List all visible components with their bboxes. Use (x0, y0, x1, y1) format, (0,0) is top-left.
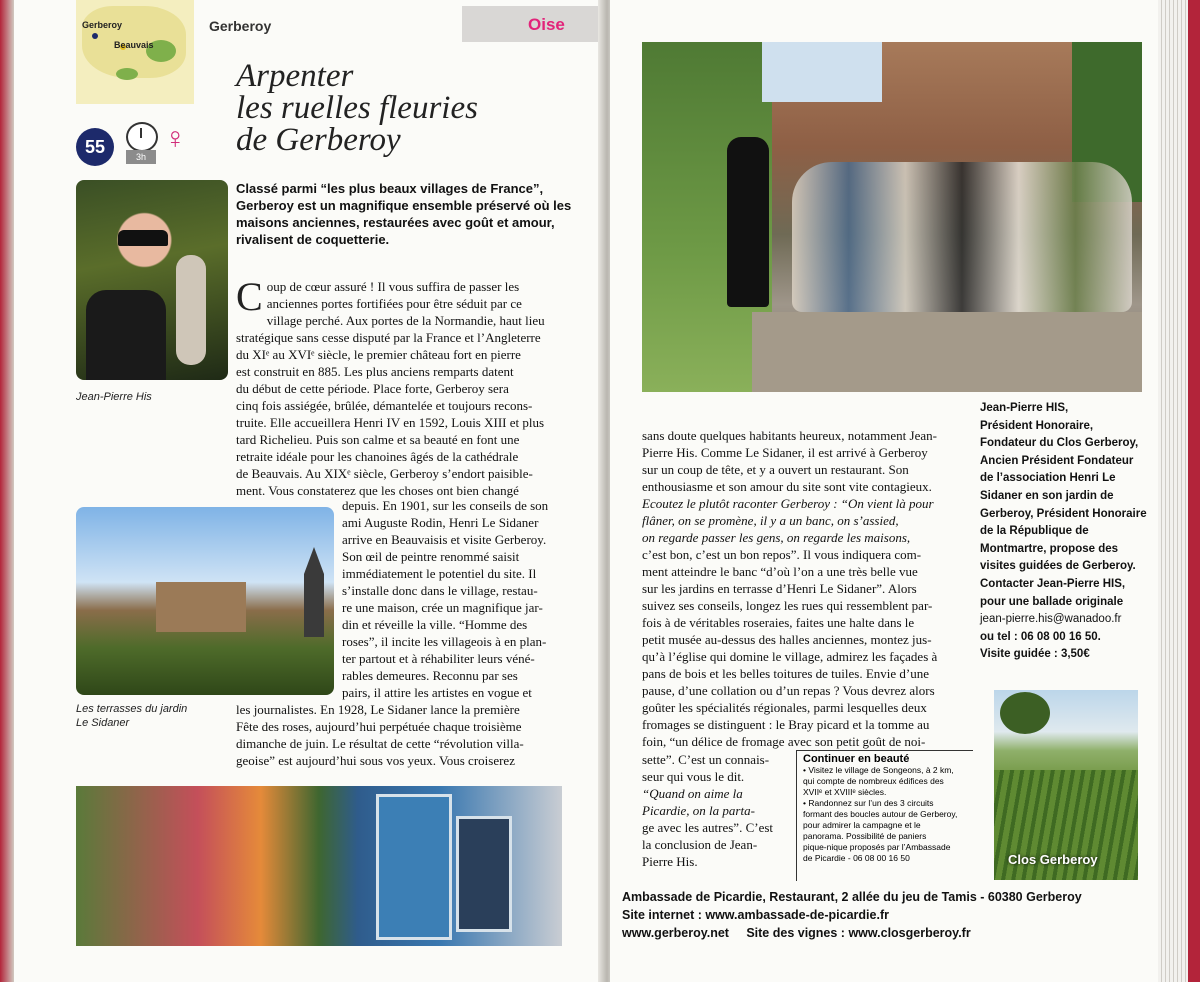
text-line: roses”, il incite les villageois à en plan- (342, 634, 547, 649)
flowers-window-photo (76, 786, 562, 946)
infobox-line: de Picardie - 06 08 00 16 50 (803, 853, 910, 863)
text-line: est construit en 885. Les plus anciens remparts datent (236, 364, 514, 379)
right-page (610, 0, 1158, 982)
text-line: sette”. C’est un connais- (642, 752, 770, 767)
sidebar-line: Montmartre, propose des (980, 542, 1119, 555)
portrait-caption: Jean-Pierre His (76, 391, 152, 403)
body-text-column-2 (342, 497, 582, 701)
text-line: petit musée au-dessus des halles anciennes, montez jus- (642, 632, 932, 647)
statue-shape (176, 255, 206, 365)
text-line: re une maison, crée un magnifique jar- (342, 600, 543, 615)
body-text-column-1 (236, 274, 581, 499)
map-pin-gerberoy (92, 33, 98, 39)
continue-infobox (796, 750, 973, 881)
vineyard-caption: Clos Gerberoy (1008, 852, 1098, 867)
coat-shape (86, 290, 166, 380)
text-line: depuis. En 1901, sur les conseils de son (342, 498, 549, 513)
portrait-photo (76, 180, 228, 380)
text-line: ment atteindre le banc “d’où l’on a une très belle vue (642, 564, 918, 579)
text-line: flâner, on se promène, il y a un banc, on s’assied, (642, 513, 899, 528)
window-shutter-shape (376, 794, 452, 940)
text-line: truite. Elle accueillera Henri IV en 1592, Louis XIII et plus (236, 415, 545, 430)
infobox-line: XVIIᵉ et XVIIIᵉ siècles. (803, 787, 887, 797)
text-line: ment. Vous constaterez que les choses ont bien changé (236, 483, 519, 498)
text-line: Ecoutez le plutôt raconter Gerberoy : “On vient là pour (642, 496, 934, 511)
text-line: geoise” est aujourd’hui sous vos yeux. Vous croiserez (236, 753, 515, 768)
title-line: de Gerberoy (236, 122, 401, 158)
body-text-column-4 (642, 427, 974, 750)
text-line: s’installe donc dans le village, restau- (342, 583, 538, 598)
text-line: din et réveille la ville. “Homme des (342, 617, 528, 632)
text-line: sur les jardins en terrasse d’Henri Le Sidaner”. Alors (642, 581, 917, 596)
group-tour-photo (642, 42, 1142, 392)
infobox-line: formant des boucles autour de Gerberoy, (803, 809, 958, 819)
body-text-column-5 (642, 751, 790, 870)
infobox-line: • Visitez le village de Songeons, à 2 km, (803, 765, 954, 775)
text-line: pause, d’une collation ou d’un repas ? Vous devrez alors (642, 683, 935, 698)
sidebar-line: Sidaner en son jardin de (980, 489, 1114, 502)
sidebar-line: de la République de (980, 525, 1089, 538)
text-line: stratégique sans cesse disputé par la France et l’Angleterre (236, 330, 541, 345)
guide-sidebar (980, 400, 1156, 664)
stopwatch-icon (126, 122, 158, 152)
text-line: fromages se distinguent : le Bray picard et la tomme au (642, 717, 930, 732)
caption-line: Les terrasses du jardin (76, 703, 188, 715)
sidebar-line: Visite guidée : 3,50€ (980, 648, 1090, 661)
text-line: retraite idéale pour les chanoines âgés de la cathédrale (236, 449, 519, 464)
article-title (236, 60, 596, 156)
text-line: Son œil de peintre renommé saisit (342, 549, 520, 564)
text-line: Pierre His. (642, 854, 698, 869)
sidebar-line: de l’association Henri Le (980, 472, 1116, 485)
guide-figure-shape (727, 137, 769, 307)
infobox-line: panorama. Possibilité de paniers (803, 831, 927, 841)
text-line: tard Richelieu. Puis son calme et sa beauté en font une (236, 432, 520, 447)
text-line: foin, “un délice de fromage avec son petit goût de noi- (642, 734, 926, 749)
book-edge-left (0, 0, 14, 982)
text-line: fois à de véritables roseraies, faites une halte dans le (642, 615, 915, 630)
text-line: ter partout et à réhabiliter leurs véné- (342, 651, 535, 666)
sidebar-line: Président Honoraire, (980, 419, 1094, 432)
region-map (76, 0, 194, 104)
infobox-line: qui compte de nombreux édifices des (803, 776, 944, 786)
footer-links[interactable]: www.gerberoy.net Site des vignes : www.closgerberoy.fr (622, 926, 971, 940)
sky-shape (762, 42, 882, 102)
cobblestone-street-shape (752, 312, 1142, 392)
footer-website[interactable]: Site internet : www.ambassade-de-picardie.fr (622, 908, 889, 922)
text-line: pairs, il attire les artistes en vogue et (342, 685, 532, 700)
text-line: ami Auguste Rodin, Henri Le Sidaner (342, 515, 539, 530)
book-edge-right (1158, 0, 1200, 982)
text-line: arrive en Beauvaisis et visite Gerberoy. (342, 532, 547, 547)
text-line: ge avec les autres”. C’est (642, 820, 774, 835)
church-tower-shape (304, 547, 324, 637)
house-ruin-shape (156, 582, 246, 632)
walker-icon: ♀ (164, 122, 187, 155)
text-line: qu’à l’église qui domine le village, admirez les façades à (642, 649, 938, 664)
drop-cap: C (236, 274, 263, 319)
infobox-line: pour admirer la campagne et le (803, 820, 921, 830)
text-line: cinq fois assiégée, brûlée, démantelée et toujours recons- (236, 398, 533, 413)
infobox-line: pique-nique proposés par l’Ambassade (803, 842, 951, 852)
text-line: sur un coup de tête, et y a ouvert un restaurant. Son (642, 462, 909, 477)
email-link[interactable]: jean-pierre.his@wanadoo.fr (980, 613, 1122, 626)
hat-shape (118, 230, 168, 246)
text-line: goûter les spécialités régionales, parmi lesquelles deux (642, 700, 927, 715)
sidebar-line: pour une ballade originale (980, 595, 1124, 608)
book-cover-edge (1188, 0, 1200, 982)
body-text-column-3 (236, 701, 581, 769)
duration-label: 3h (126, 150, 156, 164)
sidebar-line: visites guidées de Gerberoy. (980, 560, 1136, 573)
footer-address: Ambassade de Picardie, Restaurant, 2 allée du jeu de Tamis - 60380 Gerberoy (622, 890, 1082, 904)
sidebar-line: Jean-Pierre HIS, (980, 402, 1069, 414)
sidebar-line: Ancien Président Fondateur (980, 454, 1134, 467)
sidebar-line: Fondateur du Clos Gerberoy, (980, 437, 1139, 450)
map-green-area (116, 68, 138, 80)
text-line: rables demeures. Reconnu par ses (342, 668, 518, 683)
text-line: pans de bois et les belles toitures de tuiles. Envie d’une (642, 666, 930, 681)
text-line: on regarde passer les gens, on regarde les maisons, (642, 530, 911, 545)
text-line: oup de cœur assuré ! Il vous suffira de passer les (266, 279, 520, 294)
text-line: sans doute quelques habitants heureux, notamment Jean- (642, 428, 937, 443)
window-shape (456, 816, 512, 932)
text-line: les journalistes. En 1928, Le Sidaner lance la première (236, 702, 520, 717)
text-line: de Beauvais. Au XIXᵉ siècle, Gerberoy s’endort paisible- (236, 466, 533, 481)
terraces-caption (76, 702, 187, 730)
place-name: Gerberoy (209, 18, 272, 34)
text-line: “Quand on aime la (642, 786, 743, 801)
text-line: Picardie, on la parta- (642, 803, 755, 818)
map-label-beauvais: Beauvais (114, 40, 154, 50)
text-line: dimanche de juin. Le résultat de cette “révolution villa- (236, 736, 524, 751)
sidebar-line: Gerberoy, Président Honoraire (980, 507, 1147, 520)
title-line: Arpenter (236, 58, 354, 94)
text-line: seur qui vous le dit. (642, 769, 745, 784)
text-line: suivez ses conseils, longez les rues qui ressemblent par- (642, 598, 933, 613)
sidebar-line: Contacter Jean-Pierre HIS, (980, 577, 1126, 590)
department-name: Oise (528, 15, 565, 34)
route-number-badge: 55 (76, 128, 114, 166)
caption-line: Le Sidaner (76, 717, 130, 729)
map-label-gerberoy: Gerberoy (82, 20, 123, 30)
tree-shape (1000, 692, 1050, 734)
text-line: du XIᵉ au XVIᵉ siècle, le premier château fort en pierre (236, 347, 521, 362)
text-line: enthousiasme et son amour du site sont vite contagieux. (642, 479, 932, 494)
text-line: village perché. Aux portes de la Normandie, haut lieu (266, 313, 545, 328)
lead-paragraph: Classé parmi “les plus beaux villages de France”, Gerberoy est un magnifique ensemble préservé où les maisons anciennes, restaurées avec goût et amour, rivalisent de coquetterie. (236, 181, 572, 247)
infobox-title: Continuer en beauté (803, 753, 910, 765)
text-line: anciennes portes fortifiées pour être séduit par ce (266, 296, 522, 311)
crowd-shape (792, 162, 1132, 312)
title-line: les ruelles fleuries (236, 90, 478, 126)
text-line: immédiatement le potentiel du site. Il (342, 566, 537, 581)
text-line: Fête des roses, aujourd’hui perpétuée chaque troisième (236, 719, 522, 734)
infobox-line: • Randonnez sur l’un des 3 circuits (803, 798, 934, 808)
left-page (14, 0, 606, 982)
text-line: c’est bon, c’est un bon repos”. Il vous indiquera com- (642, 547, 922, 562)
text-line: du début de cette période. Place forte, Gerberoy sera (236, 381, 509, 396)
text-line: la conclusion de Jean- (642, 837, 758, 852)
sidebar-line: ou tel : 06 08 00 16 50. (980, 630, 1101, 643)
text-line: Pierre His. Comme Le Sidaner, il est arrivé à Gerberoy (642, 445, 928, 460)
terraces-photo (76, 507, 334, 695)
